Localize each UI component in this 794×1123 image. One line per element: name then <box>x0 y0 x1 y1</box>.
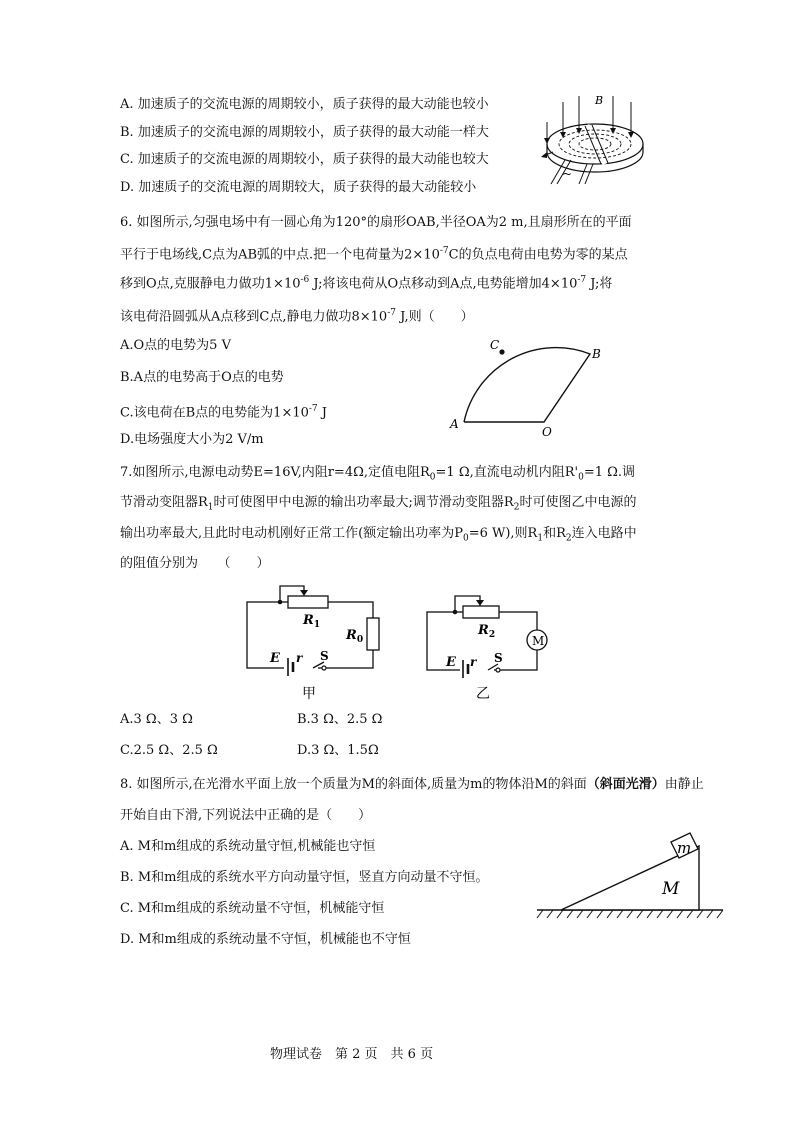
large-mass-label: M <box>662 879 680 899</box>
q7-stem-line-2: 节滑动变阻器$R_1$时可使图甲中电源的输出功率最大;调节滑动变阻器$R_2$时可使图乙中电源的 <box>120 495 637 513</box>
q7-option-a: A.3 Ω、3 Ω <box>120 712 193 727</box>
q8-stem-line-2: 开始自由下滑,下列说法中正确的是（ ） <box>120 808 372 823</box>
internal-r-label-2: r <box>470 655 477 669</box>
q7-stem-line-3: 输出功率最大,且此时电动机刚好正常工作(额定输出功率为$P_0=6$ W),则$R_1$和$R_2$连入电路中 <box>120 526 637 544</box>
q7-stem-line-1: 7.如图所示,电源电动势E=16V,内阻r=4Ω,定值电阻$R_0=1$ Ω,直流电动机内阻$R'_0=1$ Ω.调 <box>120 465 636 483</box>
q8-option-c: C. M和m组成的系统动量不守恒，机械能守恒 <box>120 901 385 916</box>
q6-stem-line-4: 该电荷沿圆弧从A点移到C点,静电力做功$8\times 10^{-7}$ J,则（ ） <box>120 308 474 325</box>
circuit-yi-figure <box>420 590 550 705</box>
magnetic-field-label: B <box>595 94 604 107</box>
q6-option-d: D.电场强度大小为2 V/m <box>120 432 264 447</box>
q8-option-d: D. M和m组成的系统动量不守恒，机械能也不守恒 <box>120 932 411 947</box>
ac-source-symbol: ~ <box>562 167 573 181</box>
q8-option-b: B. M和m组成的系统水平方向动量守恒，竖直方向动量不守恒。 <box>120 870 489 885</box>
q7-option-d: D.3 Ω、1.5Ω <box>297 743 379 758</box>
cyclotron-figure <box>535 92 655 192</box>
q6-stem-line-2: 平行于电场线,C点为AB弧的中点.把一个电荷量为$2\times 10^{-7}C$的负点电荷由电势为零的某点 <box>120 246 628 263</box>
q7-option-c: C.2.5 Ω、2.5 Ω <box>120 743 218 758</box>
r1-label: $R_1$ <box>303 613 321 630</box>
incline-figure <box>535 822 725 922</box>
small-mass-label: m <box>677 839 692 857</box>
switch-s-label-2: S <box>494 651 503 665</box>
caption-yi: 乙 <box>476 686 490 702</box>
q5-option-d: D. 加速质子的交流电源的周期较大，质子获得的最大动能较小 <box>120 180 477 195</box>
q5-option-c: C. 加速质子的交流电源的周期较小，质子获得的最大动能也较大 <box>120 152 489 167</box>
sector-figure <box>444 334 614 440</box>
point-c-label: C <box>490 338 500 352</box>
point-a-label: A <box>450 417 459 431</box>
caption-jia: 甲 <box>302 686 316 702</box>
switch-s-label: S <box>320 649 329 663</box>
point-o-label: O <box>542 425 552 439</box>
r0-label: $R_0$ <box>346 628 364 645</box>
circuit-jia-figure <box>240 582 385 707</box>
emf-e-label: E <box>270 651 280 666</box>
motor-label: M <box>532 634 545 648</box>
q8-stem-line-1: 8. 如图所示,在光滑水平面上放一个质量为M的斜面体,质量为m的物体沿M的斜面（斜面光滑）由静止 <box>120 777 704 792</box>
q6-option-c: C.该电荷在B点的电势能为$1\times 10^{-7}$ J <box>120 404 327 421</box>
q7-option-b: B.3 Ω、2.5 Ω <box>297 712 383 727</box>
q7-stem-line-4: 的阻值分别为 （ ） <box>120 556 270 571</box>
emf-e-label-2: E <box>446 655 456 670</box>
q6-option-b: B.A点的电势高于O点的电势 <box>120 370 284 385</box>
r2-label: $R_2$ <box>478 623 496 640</box>
point-b-label: B <box>592 347 601 361</box>
internal-r-label: r <box>296 651 303 665</box>
q8-option-a: A. M和m组成的系统动量守恒,机械能也守恒 <box>120 839 376 854</box>
q6-stem-line-1: 6. 如图所示,匀强电场中有一圆心角为120°的扇形OAB,半径OA为2 m,且扇形所在的平面 <box>120 215 632 230</box>
q5-option-a: A. 加速质子的交流电源的周期较小，质子获得的最大动能也较小 <box>120 97 489 112</box>
page-footer: 物理试卷 第 2 页 共 6 页 <box>270 1047 434 1062</box>
q5-option-b: B. 加速质子的交流电源的周期较小，质子获得的最大动能一样大 <box>120 125 489 140</box>
q6-option-a: A.O点的电势为5 V <box>120 338 231 353</box>
q6-stem-line-3: 移到O点,克服静电力做功$1\times 10^{-6}$ J;将该电荷从O点移动到A点,电势能增加$4\times 10^{-7}$ J;将 <box>120 275 613 292</box>
